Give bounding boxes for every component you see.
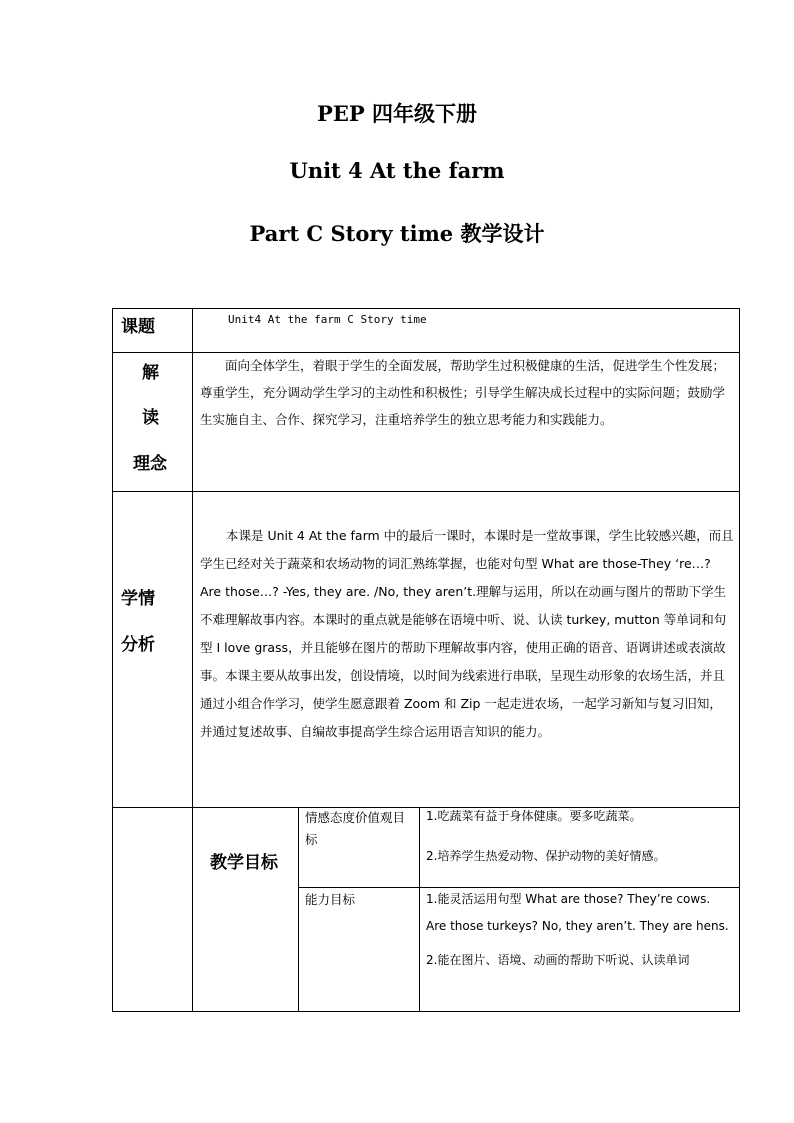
table-rule	[112, 491, 740, 492]
goal-item: 1.能灵活运用句型 What are those? They’re cows. Are those turkeys? No, they aren’t. They are hens.	[426, 892, 729, 933]
philosophy-text: 面向全体学生，着眼于学生的全面发展，帮助学生过积极健康的生活，促进学生个性发展；尊重学生，充分调动学生学习的主动性和积极性；引导学生解决成长过程中的实际问题；鼓励学生实施自主、合作、探究学习，注重培养学生的独立思考能力和实践能力。	[200, 358, 726, 427]
goal-item: 2.培养学生热爱动物、保护动物的美好情感。	[426, 849, 666, 863]
table-border-right	[739, 308, 740, 1012]
document-title-line1: PEP 四年级下册	[317, 101, 477, 126]
topic-value: Unit4 At the farm C Story time	[228, 313, 427, 326]
goal-category-ability: 能力目标	[305, 892, 356, 907]
document-title-line2: Unit 4 At the farm	[289, 158, 505, 183]
philosophy-label-3: 理念	[133, 454, 167, 474]
table-rule	[419, 807, 420, 1012]
table-border-left	[112, 308, 113, 1012]
goal-item: 1.吃蔬菜有益于身体健康。要多吃蔬菜。	[426, 809, 642, 823]
philosophy-label-1: 解	[142, 363, 159, 383]
table-rule	[298, 807, 299, 1012]
document-title-line3: Part C Story time 教学设计	[249, 221, 545, 246]
goal-items-ability	[426, 886, 734, 974]
goal-items-attitude	[426, 803, 734, 870]
table-border-bottom	[112, 1011, 740, 1012]
analysis-label-2: 分析	[121, 635, 155, 655]
goals-label: 教学目标	[210, 853, 278, 873]
analysis-text: 本课是 Unit 4 At the farm 中的最后一课时，本课时是一堂故事课，学生比较感兴趣，而且学生已经对关于蔬菜和农场动物的词汇熟练掌握，也能对句型 What are those-They ‘re…? Are those…? -Yes, they are. /No, they aren’t.理解与运用，所以在动画与图片的帮助下学生不难理解故事内容。本课时的重点就是能够在语境中听、说、认读 turkey, mutton 等单词和句型 I love grass，并且能够在图片的帮助下理解故事内容，使用正确的语音、语调讲述或表演故事。本课主要从故事出发，创设情境，以时间为线索进行串联，呈现生动形象的农场生活，并且通过小组合作学习，使学生愿意跟着 Zoom 和 Zip 一起走进农场，一起学习新知与复习旧知，并通过复述故事、自编故事提高学生综合运用语言知识的能力。	[200, 528, 734, 739]
table-rule	[192, 308, 193, 1012]
analysis-label-1: 学情	[121, 589, 155, 609]
goal-category-attitude: 情感态度价值观目标	[305, 810, 406, 847]
goal-item: 2.能在图片、语境、动画的帮助下听说、认读单词	[426, 953, 690, 967]
table-border-top	[112, 308, 740, 309]
philosophy-label-2: 读	[142, 408, 159, 428]
topic-label: 课题	[121, 317, 155, 337]
